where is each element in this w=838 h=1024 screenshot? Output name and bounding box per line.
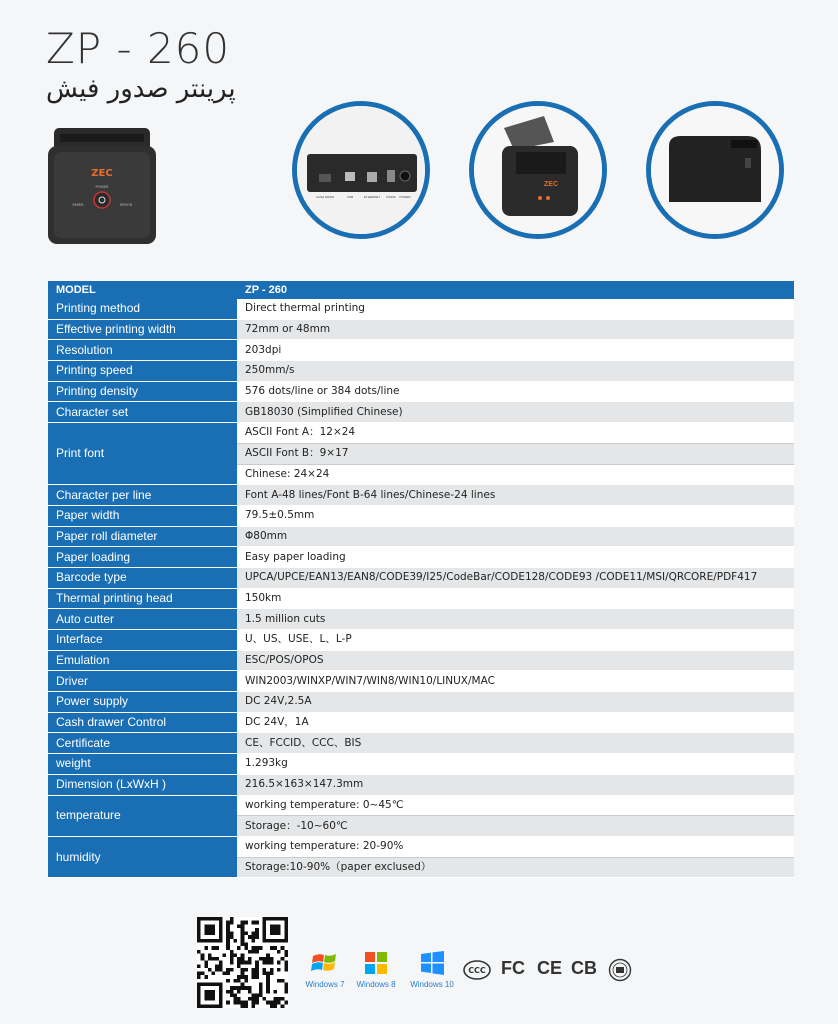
spec-label: Dimension (LxWxH ) <box>48 774 237 795</box>
spec-label: Emulation <box>48 650 237 671</box>
page-subtitle: پرینتر صدور فیش <box>46 74 236 104</box>
table-row <box>48 526 794 547</box>
port-label: ETHERNET <box>363 195 381 199</box>
spec-table <box>48 281 794 878</box>
printer-front-image <box>48 128 156 244</box>
table-row <box>48 609 794 630</box>
windows-7-item <box>304 950 346 989</box>
spec-value: ASCII Font A：12×24 <box>237 423 794 444</box>
table-row <box>48 340 794 361</box>
port-label: RS232 <box>386 195 396 199</box>
error-label: ERROR <box>119 203 133 207</box>
spec-value: 1.5 million cuts <box>237 609 794 630</box>
table-row <box>48 754 794 775</box>
table-row <box>48 319 794 340</box>
spec-value: 250mm/s <box>237 361 794 382</box>
header-model: MODEL <box>48 281 237 299</box>
spec-value: ASCII Font B：9×17 <box>237 443 794 464</box>
spec-value: 150km <box>237 588 794 609</box>
open-printer-image <box>469 101 607 239</box>
spec-label: Barcode type <box>48 567 237 588</box>
spec-label: Paper roll diameter <box>48 526 237 547</box>
fc-mark: FC <box>501 958 525 978</box>
table-row <box>48 692 794 713</box>
spec-label: humidity <box>48 836 237 877</box>
spec-value: 203dpi <box>237 340 794 361</box>
table-row <box>48 381 794 402</box>
spec-label: Auto cutter <box>48 609 237 630</box>
spec-value: Direct thermal printing <box>237 299 794 319</box>
spec-value: Storage：-10~60℃ <box>237 816 794 837</box>
table-row <box>48 774 794 795</box>
spec-value: DC 24V,2.5A <box>237 692 794 713</box>
spec-label: Effective printing width <box>48 319 237 340</box>
port-label: USB <box>346 195 354 199</box>
spec-label: Printing density <box>48 381 237 402</box>
spec-value: working temperature: 20-90% <box>237 836 794 857</box>
spec-value: Storage:10-90%（paper exclused） <box>237 857 794 878</box>
bis-seal-icon <box>608 958 632 982</box>
spec-label: Power supply <box>48 692 237 713</box>
spec-value: Easy paper loading <box>237 547 794 568</box>
table-row <box>48 423 794 444</box>
spec-label: Certificate <box>48 733 237 754</box>
header-model-value: ZP - 260 <box>237 281 794 299</box>
table-row <box>48 588 794 609</box>
port-label: CASH DRAW <box>315 195 335 199</box>
spec-value: Chinese: 24×24 <box>237 464 794 485</box>
table-row <box>48 361 794 382</box>
spec-value: 1.293kg <box>237 754 794 775</box>
table-row <box>48 671 794 692</box>
spec-label: Paper loading <box>48 547 237 568</box>
table-row <box>48 733 794 754</box>
ce-mark: CE <box>537 958 563 978</box>
windows-8-item <box>355 950 397 989</box>
table-row <box>48 836 794 857</box>
qr-code <box>197 917 288 1008</box>
port-label: POWER <box>399 195 411 199</box>
table-row <box>48 567 794 588</box>
table-row <box>48 650 794 671</box>
spec-label: weight <box>48 754 237 775</box>
spec-value: 72mm or 48mm <box>237 319 794 340</box>
spec-value: 216.5×163×147.3mm <box>237 774 794 795</box>
spec-label: Cash drawer Control <box>48 712 237 733</box>
table-row <box>48 712 794 733</box>
table-row <box>48 505 794 526</box>
spec-label: Resolution <box>48 340 237 361</box>
spec-value: 79.5±0.5mm <box>237 505 794 526</box>
spec-value: UPCA/UPCE/EAN13/EAN8/CODE39/I25/CodeBar/CODE128/CODE93 /CODE11/MSI/QRCORE/PDF417 <box>237 567 794 588</box>
spec-value: 576 dots/line or 384 dots/line <box>237 381 794 402</box>
svg-text:CCC: CCC <box>468 966 486 975</box>
spec-label: temperature <box>48 795 237 836</box>
spec-label: Paper width <box>48 505 237 526</box>
svg-text:ZEC: ZEC <box>544 181 558 188</box>
page-title: ZP - 260 <box>46 24 231 73</box>
windows-10-logo-icon <box>416 950 448 976</box>
spec-value: GB18030 (Simplified Chinese) <box>237 402 794 423</box>
power-label: POWER <box>95 185 109 189</box>
brand-logo: ZEC <box>91 168 113 179</box>
table-row <box>48 795 794 816</box>
spec-value: U、US、USE、L、L-P <box>237 630 794 651</box>
spec-label: Character set <box>48 402 237 423</box>
spec-value: ESC/POS/OPOS <box>237 650 794 671</box>
spec-value: CE、FCCID、CCC、BIS <box>237 733 794 754</box>
spec-table-body <box>48 299 794 878</box>
paper-label: PAPER <box>72 203 84 207</box>
spec-value: working temperature: 0~45℃ <box>237 795 794 816</box>
table-row <box>48 402 794 423</box>
cb-mark: CB <box>571 958 597 978</box>
spec-label: Printing speed <box>48 361 237 382</box>
spec-value: Φ80mm <box>237 526 794 547</box>
closed-printer-image <box>646 101 784 239</box>
table-row <box>48 547 794 568</box>
spec-label: Thermal printing head <box>48 588 237 609</box>
table-row <box>48 485 794 506</box>
windows-7-label: Windows 7 <box>305 980 345 989</box>
windows-7-logo-icon <box>309 950 341 976</box>
windows-8-logo-icon <box>360 950 392 976</box>
ccc-mark-icon <box>462 959 492 981</box>
windows-10-label: Windows 10 <box>410 980 454 989</box>
windows-8-label: Windows 8 <box>356 980 396 989</box>
spec-label: Printing method <box>48 299 237 319</box>
ports-detail-image <box>292 101 430 239</box>
spec-value: Font A-48 lines/Font B-64 lines/Chinese-24 lines <box>237 485 794 506</box>
spec-label: Driver <box>48 671 237 692</box>
spec-label: Interface <box>48 630 237 651</box>
spec-value: WIN2003/WINXP/WIN7/WIN8/WIN10/LINUX/MAC <box>237 671 794 692</box>
table-header-row <box>48 281 794 299</box>
spec-label: Character per line <box>48 485 237 506</box>
spec-value: DC 24V，1A <box>237 712 794 733</box>
windows-10-item <box>407 950 457 989</box>
table-row <box>48 299 794 319</box>
table-row <box>48 630 794 651</box>
spec-label: Print font <box>48 423 237 485</box>
